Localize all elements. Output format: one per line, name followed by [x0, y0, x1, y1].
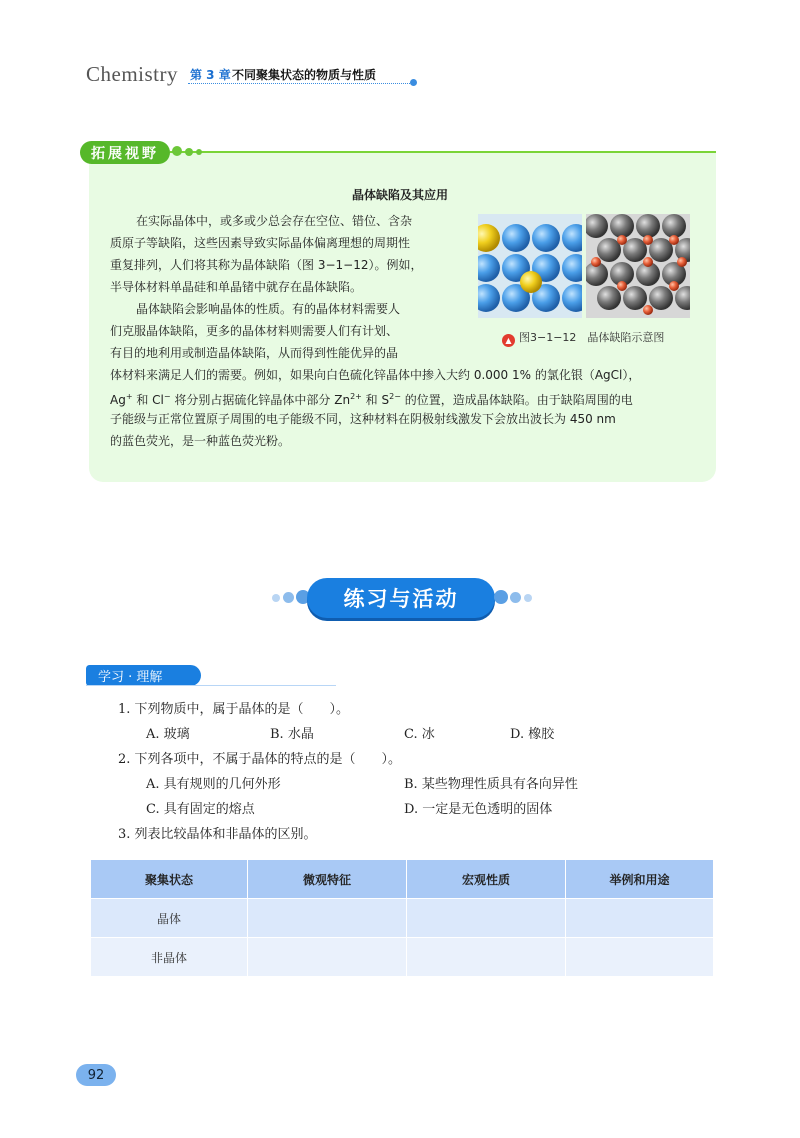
table-header: 举例和用途 [566, 860, 714, 899]
book-title: Chemistry [86, 62, 178, 86]
learning-divider [86, 685, 336, 686]
green-dot [172, 146, 182, 156]
table-cell[interactable] [566, 938, 714, 977]
question-1: 1. 下列物质中，属于晶体的是（ ）。 [118, 702, 350, 717]
vacancy-defect-figure [478, 214, 582, 318]
green-dot [185, 148, 193, 156]
q2-option: A. 具有规则的几何外形 [146, 777, 281, 792]
interstitial-defect-figure [586, 214, 690, 318]
question-2: 2. 下列各项中，不属于晶体的特点的是（ ）。 [118, 752, 402, 767]
header-divider-dot [410, 79, 417, 86]
table-cell[interactable] [248, 938, 407, 977]
blue-dot [272, 594, 280, 602]
extension-title: 晶体缺陷及其应用 [351, 188, 448, 202]
table-row [91, 899, 713, 938]
q1-option: A. 玻璃 [146, 727, 190, 742]
table-cell[interactable] [566, 899, 714, 938]
paragraph-line: 体材料来满足人们的需要。例如，如果向白色硫化锌晶体中掺入大约 0.000 1% 的氯化银（AgCl）， [110, 368, 641, 382]
figure-caption: ▲ 图3−1−12 晶体缺陷示意图 [502, 329, 664, 347]
page-number: 92 [76, 1064, 116, 1086]
paragraph-line: 有目的地利用或制造晶体缺陷，从而得到性能优异的晶 [110, 346, 399, 360]
paragraph-line: 质原子等缺陷，这些因素导致实际晶体偏离理想的周期性 [110, 236, 411, 250]
q1-option: B. 水晶 [270, 727, 314, 742]
paragraph-line: 的蓝色荧光，是一种蓝色荧光粉。 [110, 434, 291, 448]
blue-dot [510, 592, 521, 603]
table-header: 聚集状态 [91, 860, 248, 899]
blue-dot [283, 592, 294, 603]
table-cell: 非晶体 [91, 938, 248, 977]
table-cell: 晶体 [91, 899, 248, 938]
paragraph-line-ions: Ag+ 和 Cl− 将分别占据硫化锌晶体中部分 $Zn^{2+}$ 和 $S^{2-}$ 的位置，造成晶体缺陷。由于缺陷周围的电 [110, 392, 633, 407]
paragraph-line: 半导体材料单晶硅和单晶锗中就存在晶体缺陷。 [110, 280, 363, 294]
table-header: 微观特征 [248, 860, 407, 899]
table-cell[interactable] [407, 899, 566, 938]
q2-option: C. 具有固定的熔点 [146, 802, 255, 817]
learning-tag: 学习 · 理解 [86, 665, 201, 686]
green-dot [196, 149, 202, 155]
paragraph-line: 们克服晶体缺陷，更多的晶体材料则需要人们有计划、 [110, 324, 399, 338]
table-cell[interactable] [407, 938, 566, 977]
section-title: 练习与活动 [307, 578, 495, 618]
table-header: 宏观性质 [407, 860, 566, 899]
triangle-marker-icon: ▲ [502, 334, 515, 347]
chapter-label: 第 3 章 [190, 68, 231, 82]
chapter-title: 不同聚集状态的物质与性质 [232, 68, 377, 82]
paragraph-line: 子能级与正常位置原子周围的电子能级不同，这种材料在阴极射线激发下会放出波长为 450 nm [110, 412, 616, 426]
paragraph-line: 重复排列，人们将其称为晶体缺陷（图 3−1−12）。例如， [110, 258, 423, 272]
table-header-row [91, 860, 713, 899]
extension-top-line [170, 151, 716, 153]
q1-option: D. 橡胶 [510, 727, 555, 742]
paragraph-line: 晶体缺陷会影响晶体的性质。有的晶体材料需要人 [136, 302, 401, 316]
blue-dot [494, 590, 508, 604]
q2-option: D. 一定是无色透明的固体 [404, 802, 553, 817]
header-divider [188, 83, 412, 84]
question-3: 3. 列表比较晶体和非晶体的区别。 [118, 827, 317, 842]
table-row [91, 938, 713, 977]
extension-tag: 拓展视野 [80, 141, 170, 164]
blue-dot [524, 594, 532, 602]
comparison-table [91, 860, 713, 976]
table-cell[interactable] [248, 899, 407, 938]
paragraph-line: 在实际晶体中，或多或少总会存在空位、错位、含杂 [136, 214, 413, 228]
q1-option: C. 冰 [404, 727, 435, 742]
q2-option: B. 某些物理性质具有各向异性 [404, 777, 578, 792]
